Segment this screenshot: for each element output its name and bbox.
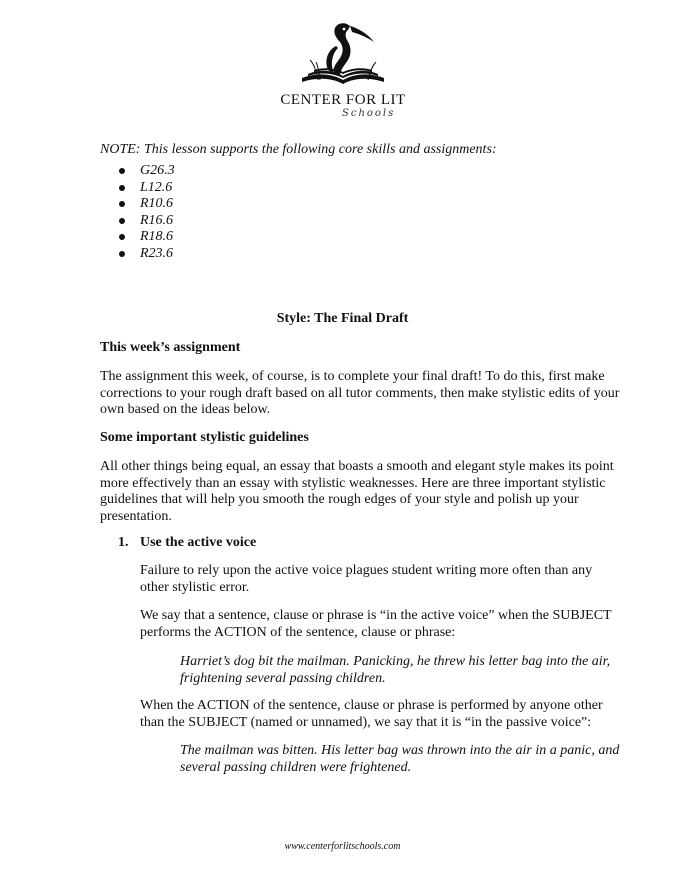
bullet-icon [119, 201, 125, 207]
list-item: G26.3 [116, 163, 175, 180]
item-number: 1. [118, 535, 129, 550]
list-item: R23.6 [116, 246, 175, 263]
skills-list [116, 163, 175, 263]
guidelines-heading: Some important stylistic guidelines [100, 430, 309, 445]
assignment-paragraph: The assignment this week, of course, is to complete your final draft! To do this, first make corrections to your rough draft based on all tutor comments, then make stylistic edits of your own based on the ideas below. [100, 369, 620, 417]
assignment-heading: This week’s assignment [100, 340, 241, 355]
page-title: Style: The Final Draft [276, 311, 409, 326]
list-item: R18.6 [116, 229, 175, 246]
item1-paragraph-2: We say that a sentence, clause or phrase is “in the active voice” when the SUBJECT performs the ACTION of the sentence, clause or phrase: [140, 608, 612, 640]
bullet-icon [119, 234, 125, 240]
pelican-book-icon [288, 20, 398, 92]
bullet-icon [119, 168, 125, 174]
item1-paragraph-3: When the ACTION of the sentence, clause or phrase is performed by anyone other than the SUBJECT (named or unnamed), we say that it is “in the passive voice”: [140, 698, 603, 730]
list-item: L12.6 [116, 180, 175, 197]
bullet-icon [119, 185, 125, 191]
item1-paragraph-1: Failure to rely upon the active voice plagues student writing more often than any other stylistic error. [140, 563, 593, 595]
list-item: R10.6 [116, 196, 175, 213]
passive-voice-example: The mailman was bitten. His letter bag was thrown into the air in a panic, and several passing children were frightened. [180, 743, 620, 775]
bullet-icon [119, 218, 125, 224]
lesson-note: NOTE: This lesson supports the following core skills and assignments: [100, 142, 497, 157]
center-for-lit-logo [268, 20, 418, 128]
logo-subtitle: Schools [342, 108, 396, 119]
logo-title: CENTER FOR LIT [280, 92, 406, 108]
footer-url: www.centerforlitschools.com [284, 841, 401, 852]
active-voice-example: Harriet’s dog bit the mailman. Panicking, he threw his letter bag into the air, frightening several passing children. [180, 654, 611, 686]
list-item: R16.6 [116, 213, 175, 230]
item1-heading: 1. Use the active voice [118, 535, 257, 550]
bullet-icon [119, 251, 125, 257]
guidelines-paragraph: All other things being equal, an essay that boasts a smooth and elegant style makes its point more effectively than an essay with stylistic weaknesses. Here are three important stylistic guidelines that will help you smooth the rough edges of your style and polish up your presentation. [100, 459, 614, 524]
